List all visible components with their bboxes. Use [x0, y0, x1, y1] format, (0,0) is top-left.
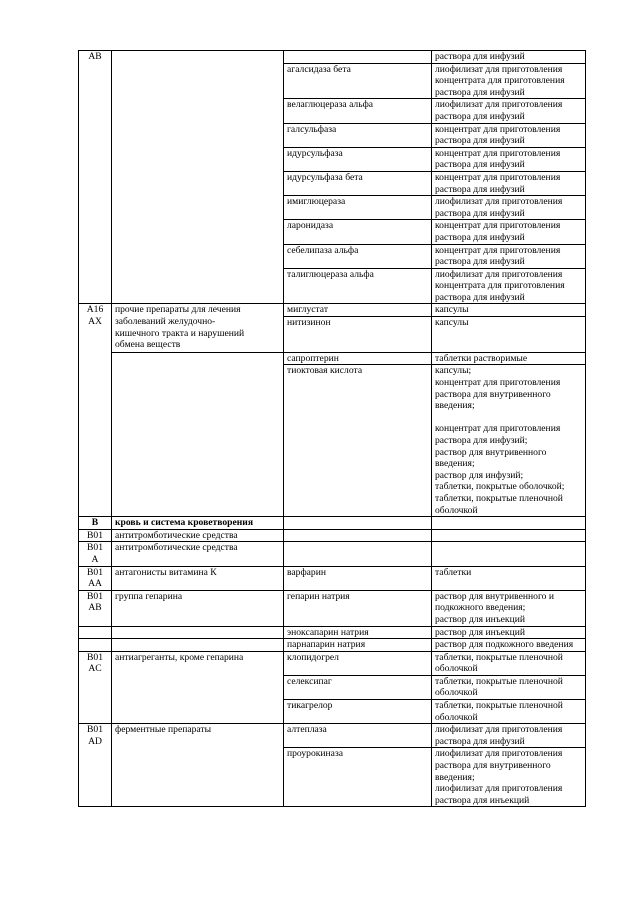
cell-text-line: кишечного тракта и нарушений: [115, 327, 245, 339]
drug-list-table: [78, 50, 586, 807]
cell-text-line: лиофилизат для приготовления: [435, 748, 563, 760]
dosage-form-cell: [432, 220, 586, 244]
cell-text-line: талиглюцераза альфа: [287, 268, 374, 280]
drug-name-cell: [284, 590, 432, 626]
table-row: [79, 352, 586, 365]
cell-text-line: AA: [88, 578, 102, 590]
cell-text-line: сапроптерин: [287, 352, 339, 364]
cell-text-line: подкожного введения;: [435, 602, 526, 614]
atc-code-cell: [79, 304, 112, 517]
cell-text-line: AB: [88, 51, 102, 62]
cell-text-line: капсулы: [435, 304, 469, 316]
dosage-form-cell: [432, 147, 586, 171]
drug-name-cell: [284, 220, 432, 244]
cell-text-line: раствора для инфузий: [435, 735, 525, 747]
table-row: [79, 51, 586, 64]
cell-text-line: селексипаг: [287, 675, 332, 687]
cell-text-line: галсульфаза: [287, 123, 337, 135]
cell-text-line: AD: [88, 735, 102, 747]
cell-text-line: концентрат для приготовления: [435, 171, 561, 183]
table-row: [79, 304, 586, 317]
cell-text-line: раствора для внутривенного: [435, 388, 551, 400]
cell-text-line: прочие препараты для лечения: [115, 304, 241, 316]
cell-text-line: антитромботические средства: [115, 542, 238, 554]
atc-group-cell: [112, 304, 284, 352]
cell-text-line: раствор для внутривенного: [435, 446, 547, 458]
cell-text-line: таблетки, покрытые оболочкой;: [435, 481, 565, 493]
atc-group-cell: [112, 651, 284, 724]
cell-text-line: B01: [87, 566, 103, 578]
cell-text-line: [435, 412, 582, 424]
cell-text-line: AX: [88, 316, 102, 328]
cell-text-line: обмена веществ: [115, 339, 181, 351]
cell-text-line: агалсидаза бета: [287, 63, 351, 75]
cell-text-line: антагонисты витамина К: [115, 566, 217, 578]
cell-text-line: [435, 340, 582, 352]
cell-text-line: лиофилизат для приготовления: [435, 724, 563, 736]
cell-text-line: B01: [87, 529, 103, 541]
cell-text-line: заболеваний желудочно-: [115, 316, 216, 328]
cell-text-line: парнапарин натрия: [287, 639, 366, 651]
dosage-form-cell: [432, 51, 586, 64]
cell-text-line: B01: [87, 542, 103, 554]
drug-name-cell: [284, 700, 432, 724]
atc-code-cell: [79, 626, 112, 639]
cell-text-line: таблетки, покрытые пленочной: [435, 492, 563, 504]
drug-name-cell: [284, 529, 432, 542]
cell-text-line: раствора для внутривенного: [435, 760, 551, 772]
cell-text-line: AC: [88, 663, 102, 675]
cell-text-line: проурокиназа: [287, 748, 343, 760]
drug-name-cell: [284, 542, 432, 566]
drug-name-cell: [284, 196, 432, 220]
atc-group-cell: [112, 639, 284, 652]
table-row: [79, 639, 586, 652]
cell-text-line: капсулы;: [435, 365, 472, 377]
atc-code-cell: [79, 639, 112, 652]
dosage-form-cell: [432, 590, 586, 626]
atc-code-cell: [79, 529, 112, 542]
cell-text-line: идурсульфаза: [287, 147, 343, 159]
cell-text-line: гепарин натрия: [287, 590, 350, 602]
dosage-form-cell: [432, 542, 586, 566]
cell-text-line: антиагреганты, кроме гепарина: [115, 651, 244, 663]
atc-code-cell: [79, 724, 112, 807]
table-row: [79, 542, 586, 566]
cell-text-line: раствора для инфузий: [435, 256, 525, 268]
atc-group-cell: [112, 590, 284, 626]
drug-name-cell: [284, 675, 432, 699]
dosage-form-cell: [432, 63, 586, 99]
atc-group-cell: [112, 566, 284, 590]
table-row: [79, 626, 586, 639]
cell-text-line: раствора для инфузий: [435, 291, 525, 303]
dosage-form-cell: [432, 651, 586, 675]
dosage-form-cell: [432, 517, 586, 530]
cell-text-line: таблетки, покрытые пленочной: [435, 651, 563, 663]
dosage-form-cell: [432, 123, 586, 147]
cell-text-line: лиофилизат для приготовления: [435, 99, 563, 111]
cell-text-line: раствор для инъекций: [435, 613, 525, 625]
table-row: [79, 529, 586, 542]
cell-text-line: оболочкой: [435, 687, 478, 699]
cell-text-line: введения;: [435, 400, 475, 412]
atc-code-cell: [79, 590, 112, 626]
cell-text-line: велаглюцераза альфа: [287, 99, 374, 111]
atc-group-cell: [112, 529, 284, 542]
cell-text-line: раствора для инфузий: [435, 231, 525, 243]
cell-text-line: A16: [86, 304, 104, 316]
cell-text-line: раствора для инфузий;: [435, 435, 528, 446]
atc-group-cell: [112, 517, 284, 530]
cell-text-line: раствор для внутривенного и: [435, 590, 554, 602]
cell-text-line: B: [91, 517, 99, 529]
cell-text-line: AB: [88, 602, 102, 614]
cell-text-line: тикагрелор: [287, 700, 333, 712]
cell-text-line: антитромботические средства: [115, 529, 238, 541]
drug-name-cell: [284, 352, 432, 365]
drug-name-cell: [284, 517, 432, 530]
dosage-form-cell: [432, 639, 586, 652]
cell-text-line: концентрат для приготовления: [435, 244, 561, 256]
dosage-form-cell: [432, 748, 586, 807]
cell-text-line: раствор для инфузий;: [435, 469, 524, 481]
table-row: [79, 566, 586, 590]
atc-code-cell: [79, 542, 112, 566]
cell-text-line: B01: [87, 724, 103, 736]
atc-group-cell: [112, 542, 284, 566]
dosage-form-cell: [432, 99, 586, 123]
drug-name-cell: [284, 566, 432, 590]
atc-code-cell: [79, 651, 112, 724]
drug-name-cell: [284, 123, 432, 147]
drug-name-cell: [284, 51, 432, 64]
cell-text-line: концентрат для приготовления: [435, 377, 561, 389]
dosage-form-cell: [432, 304, 586, 317]
drug-name-cell: [284, 63, 432, 99]
cell-text-line: ферментные препараты: [115, 724, 212, 736]
cell-text-line: концентрат для приготовления: [435, 423, 561, 435]
drug-name-cell: [284, 626, 432, 639]
atc-code-cell: [79, 517, 112, 530]
cell-text-line: лиофилизат для приготовления: [435, 196, 563, 208]
table-row: [79, 590, 586, 626]
cell-text-line: [435, 329, 582, 341]
cell-text-line: раствора для инфузий: [435, 159, 525, 171]
drug-name-cell: [284, 268, 432, 304]
cell-text-line: концентрат для приготовления: [435, 147, 561, 159]
atc-group-cell: [112, 724, 284, 807]
cell-text-line: концентрат для приготовления: [435, 123, 561, 135]
cell-text-line: [287, 329, 428, 341]
cell-text-line: лиофилизат для приготовления: [435, 783, 563, 795]
cell-text-line: таблетки растворимые: [435, 352, 528, 364]
cell-text-line: концентрата для приготовления: [435, 75, 565, 87]
cell-text-line: раствора для инфузий: [435, 86, 525, 98]
dosage-form-cell: [432, 196, 586, 220]
cell-text-line: клопидогрел: [287, 651, 339, 663]
cell-text-line: миглустат: [287, 304, 329, 316]
cell-text-line: раствора для инфузий: [435, 135, 525, 147]
cell-text-line: себелипаза альфа: [287, 244, 359, 256]
cell-text-line: B01: [87, 651, 103, 663]
drug-name-cell: [284, 147, 432, 171]
table-row: [79, 724, 586, 748]
dosage-form-cell: [432, 171, 586, 195]
dosage-form-cell: [432, 529, 586, 542]
cell-text-line: раствора для инфузий: [435, 183, 525, 195]
drug-name-cell: [284, 639, 432, 652]
dosage-form-cell: [432, 724, 586, 748]
cell-text-line: нитизинон: [287, 317, 331, 329]
drug-name-cell: [284, 244, 432, 268]
cell-text-line: введения;: [435, 458, 475, 470]
drug-name-cell: [284, 724, 432, 748]
cell-text-line: раствор для инъекций: [435, 626, 525, 638]
cell-text-line: лиофилизат для приготовления: [435, 63, 563, 75]
cell-text-line: алтеплаза: [287, 724, 327, 736]
dosage-form-cell: [432, 268, 586, 304]
cell-text-line: имиглюцераза: [287, 196, 346, 208]
cell-text-line: раствора для инфузий: [435, 110, 525, 122]
cell-text-line: таблетки, покрытые пленочной: [435, 700, 563, 712]
dosage-form-cell: [432, 317, 586, 353]
atc-group-cell: [112, 51, 284, 304]
atc-code-cell: [79, 51, 112, 304]
dosage-form-cell: [432, 244, 586, 268]
drug-name-cell: [284, 651, 432, 675]
cell-text-line: B01: [87, 590, 103, 602]
cell-text-line: раствора для инфузий: [435, 207, 525, 219]
cell-text-line: раствор для подкожного введения: [435, 639, 574, 651]
cell-text-line: таблетки: [435, 566, 472, 578]
cell-text-line: ларонидаза: [287, 220, 334, 232]
cell-text-line: оболочкой: [435, 663, 478, 675]
drug-name-cell: [284, 748, 432, 807]
dosage-form-cell: [432, 365, 586, 517]
atc-group-cell: [112, 626, 284, 639]
cell-text-line: кровь и система кроветворения: [115, 517, 254, 529]
drug-name-cell: [284, 304, 432, 317]
atc-code-cell: [79, 566, 112, 590]
atc-group-cell: [112, 352, 284, 516]
cell-text-line: концентрат для приготовления: [435, 220, 561, 232]
drug-table-body: [79, 51, 586, 807]
cell-text-line: идурсульфаза бета: [287, 171, 363, 183]
cell-text-line: [287, 340, 428, 352]
dosage-form-cell: [432, 626, 586, 639]
cell-text-line: таблетки, покрытые пленочной: [435, 675, 563, 687]
cell-text-line: эноксапарин натрия: [287, 626, 369, 638]
cell-text-line: оболочкой: [435, 711, 478, 723]
dosage-form-cell: [432, 675, 586, 699]
drug-name-cell: [284, 99, 432, 123]
dosage-form-cell: [432, 566, 586, 590]
dosage-form-cell: [432, 700, 586, 724]
table-row: [79, 651, 586, 675]
cell-text-line: лиофилизат для приготовления: [435, 268, 563, 280]
cell-text-line: введения;: [435, 771, 475, 783]
dosage-form-cell: [432, 352, 586, 365]
table-row: [79, 517, 586, 530]
drug-name-cell: [284, 171, 432, 195]
drug-name-cell: [284, 365, 432, 517]
cell-text-line: A: [91, 553, 99, 565]
cell-text-line: раствора для инфузий: [435, 51, 525, 62]
cell-text-line: концентрата для приготовления: [435, 280, 565, 292]
cell-text-line: варфарин: [287, 566, 326, 578]
cell-text-line: группа гепарина: [115, 590, 183, 602]
cell-text-line: тиоктовая кислота: [287, 365, 363, 377]
cell-text-line: оболочкой: [435, 504, 478, 516]
drug-name-cell: [284, 317, 432, 353]
cell-text-line: раствора для инъекций: [435, 794, 530, 806]
cell-text-line: капсулы: [435, 317, 469, 329]
